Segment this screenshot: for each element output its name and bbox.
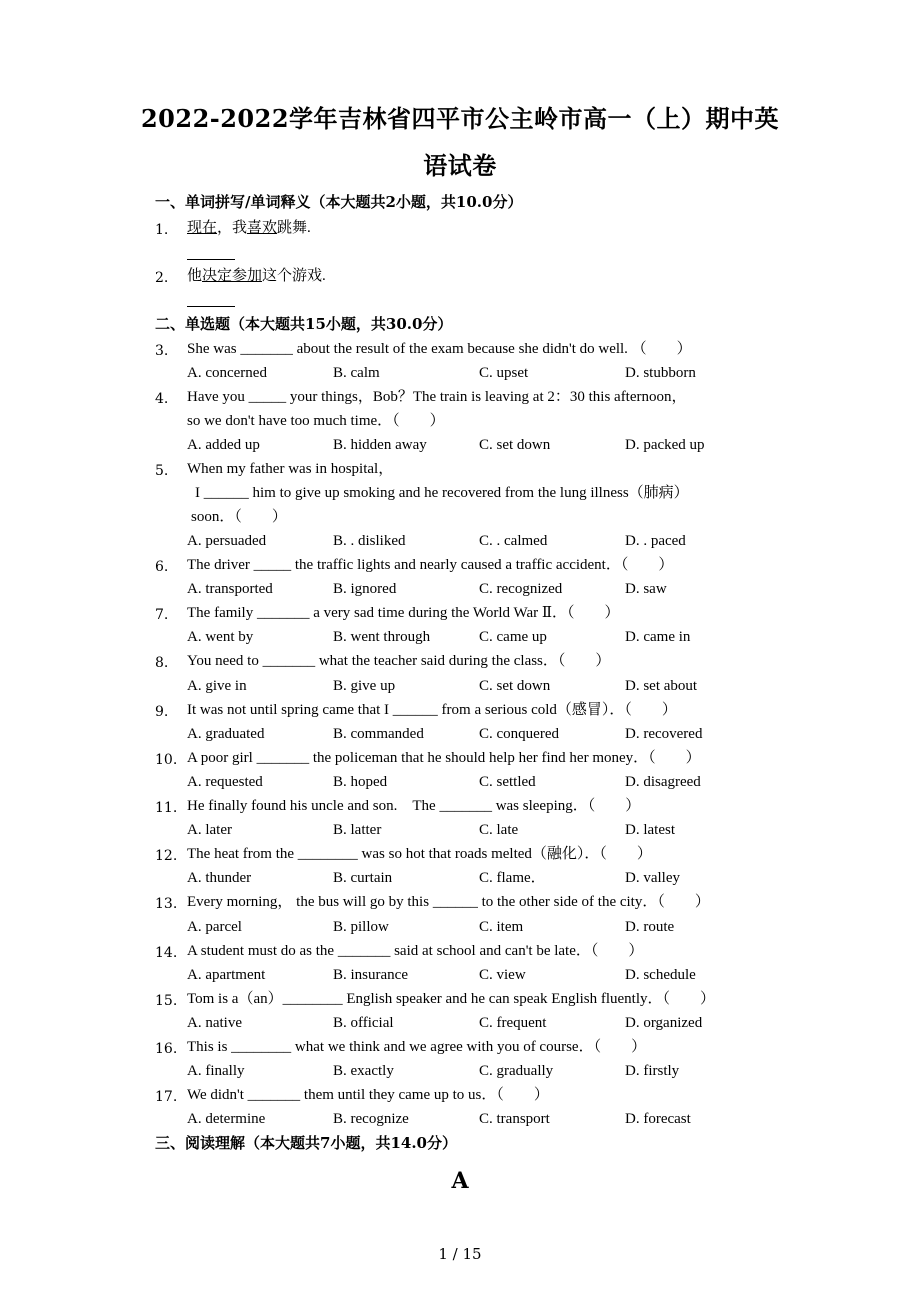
option-b[interactable]: B. recognize	[333, 1111, 409, 1127]
option-b[interactable]: B. official	[333, 1015, 394, 1031]
question-stem: She was _______ about the result of the exam because she didn't do well. （ ）	[187, 341, 692, 357]
option-c[interactable]: C. view	[479, 967, 526, 983]
question-10	[155, 747, 795, 769]
question-9	[155, 699, 795, 721]
option-c[interactable]: C. frequent	[479, 1015, 547, 1031]
option-b[interactable]: B. went through	[333, 629, 431, 645]
question-stem	[187, 265, 326, 287]
underlined-word: 喜欢	[247, 220, 278, 236]
question-number: 2.	[155, 270, 169, 286]
answer-blank[interactable]	[187, 259, 235, 260]
section1-heading: 一、单词拼写/单词释义（本大题共2小题，共10.0分）	[155, 193, 523, 211]
question-12	[155, 843, 795, 865]
question-number: 1.	[155, 222, 169, 238]
option-d[interactable]: D. latest	[625, 822, 675, 838]
option-d[interactable]: D. firstly	[625, 1063, 680, 1079]
question-number: 11.	[155, 800, 178, 816]
question-14	[155, 940, 795, 962]
option-c[interactable]: C. set down	[479, 678, 551, 694]
option-c[interactable]: C. recognized	[479, 581, 563, 597]
question-11	[155, 795, 795, 817]
option-a[interactable]: A. parcel	[187, 919, 242, 935]
question-number: 7.	[155, 607, 169, 623]
option-b[interactable]: B. hoped	[333, 774, 388, 790]
question-stem: The heat from the ________ was so hot that roads melted（融化）．（ ）	[187, 846, 652, 862]
question-stem: The family _______ a very sad time during the World War Ⅱ．（ ）	[187, 605, 620, 621]
option-c[interactable]: C. transport	[479, 1111, 550, 1127]
option-a[interactable]: A. give in	[187, 678, 247, 694]
option-a[interactable]: A. concerned	[187, 365, 267, 381]
question-stem-continued: I ______ him to give up smoking and he recovered from the lung illness（肺病）	[195, 485, 689, 501]
option-b[interactable]: B. . disliked	[333, 533, 406, 549]
question-stem-continued: so we don't have too much time．（ ）	[187, 413, 445, 429]
option-a[interactable]: A. finally	[187, 1063, 245, 1079]
question-number: 17.	[155, 1089, 178, 1105]
option-d[interactable]: D. disagreed	[625, 774, 701, 790]
stem-text: 这个游戏.	[262, 268, 326, 284]
question-number: 10.	[155, 752, 178, 768]
option-d[interactable]: D. forecast	[625, 1111, 691, 1127]
question-number: 16.	[155, 1041, 178, 1057]
section3-heading: 三、阅读理解（本大题共7小题，共14.0分）	[155, 1134, 457, 1152]
question-stem: This is ________ what we think and we agree with you of course．（ ）	[187, 1039, 647, 1055]
question-number: 15.	[155, 993, 178, 1009]
option-d[interactable]: D. . paced	[625, 533, 686, 549]
question-3	[155, 338, 795, 360]
option-b[interactable]: B. curtain	[333, 870, 393, 886]
option-b[interactable]: B. insurance	[333, 967, 408, 983]
question-number: 13.	[155, 896, 178, 912]
page-number: 1 / 15	[438, 1245, 482, 1263]
question-stem-continued: soon．（ ）	[191, 509, 287, 525]
option-a[interactable]: A. graduated	[187, 726, 265, 742]
question-stem: He finally found his uncle and son. The _______ was sleeping．（ ）	[187, 798, 641, 814]
option-c[interactable]: C. set down	[479, 437, 551, 453]
option-c[interactable]: C. . calmed	[479, 533, 548, 549]
option-a[interactable]: A. determine	[187, 1111, 266, 1127]
stem-text: ，我	[217, 220, 248, 236]
option-d[interactable]: D. packed up	[625, 437, 705, 453]
option-c[interactable]: C. upset	[479, 365, 529, 381]
option-d[interactable]: D. came in	[625, 629, 691, 645]
page-title-line2: 语试卷	[423, 151, 497, 180]
option-a[interactable]: A. native	[187, 1015, 242, 1031]
question-stem: We didn't _______ them until they came up to us．（ ）	[187, 1087, 549, 1103]
question-stem: The driver _____ the traffic lights and nearly caused a traffic accident．（ ）	[187, 557, 674, 573]
answer-blank[interactable]	[187, 306, 235, 307]
option-a[interactable]: A. requested	[187, 774, 263, 790]
question-stem: A poor girl _______ the policeman that he should help her find her money．（ ）	[187, 750, 701, 766]
question-6	[155, 554, 795, 576]
question-1	[155, 217, 795, 239]
section2-heading: 二、单选题（本大题共15小题，共30.0分）	[155, 315, 453, 333]
option-b[interactable]: B. commanded	[333, 726, 424, 742]
passage-label: A	[451, 1168, 469, 1194]
option-b[interactable]: B. calm	[333, 365, 380, 381]
question-number: 8.	[155, 655, 169, 671]
option-d[interactable]: D. saw	[625, 581, 667, 597]
option-c[interactable]: C. came up	[479, 629, 547, 645]
question-5	[155, 458, 795, 480]
option-b[interactable]: B. pillow	[333, 919, 389, 935]
question-stem: Every morning， the bus will go by this ______ to the other side of the city．（ ）	[187, 894, 710, 910]
stem-text: 跳舞.	[277, 220, 311, 236]
option-c[interactable]: C. gradually	[479, 1063, 554, 1079]
page-title-line1: 2022-2022学年吉林省四平市公主岭市高一（上）期中英	[140, 104, 780, 133]
option-d[interactable]: D. stubborn	[625, 365, 696, 381]
question-16	[155, 1036, 795, 1058]
option-d[interactable]: D. schedule	[625, 967, 696, 983]
question-number: 12.	[155, 848, 178, 864]
option-a[interactable]: A. went by	[187, 629, 254, 645]
question-number: 14.	[155, 945, 178, 961]
option-b[interactable]: B. hidden away	[333, 437, 427, 453]
underlined-word: 现在	[187, 220, 218, 236]
option-a[interactable]: A. later	[187, 822, 232, 838]
question-stem: You need to _______ what the teacher said during the class．（ ）	[187, 653, 611, 669]
question-number: 4.	[155, 391, 169, 407]
question-number: 6.	[155, 559, 169, 575]
option-a[interactable]: A. added up	[187, 437, 260, 453]
option-a[interactable]: A. persuaded	[187, 533, 267, 549]
question-stem: Have you _____ your things，Bob？The train is leaving at 2：30 this afternoon，	[187, 389, 687, 405]
option-b[interactable]: B. give up	[333, 678, 396, 694]
option-d[interactable]: D. valley	[625, 870, 680, 886]
question-stem: It was not until spring came that I ______ from a serious cold（感冒）．（ ）	[187, 702, 677, 718]
option-b[interactable]: B. ignored	[333, 581, 397, 597]
question-4	[155, 386, 795, 408]
option-c[interactable]: C. flame．	[479, 870, 546, 886]
option-c[interactable]: C. item	[479, 919, 524, 935]
question-number: 9.	[155, 704, 169, 720]
option-c[interactable]: C. settled	[479, 774, 536, 790]
option-d[interactable]: D. route	[625, 919, 675, 935]
option-c[interactable]: C. late	[479, 822, 519, 838]
option-a[interactable]: A. apartment	[187, 967, 266, 983]
question-stem: A student must do as the _______ said at school and can't be late．（ ）	[187, 943, 644, 959]
option-c[interactable]: C. conquered	[479, 726, 559, 742]
question-2	[155, 265, 795, 287]
question-number: 5.	[155, 463, 169, 479]
option-d[interactable]: D. recovered	[625, 726, 703, 742]
option-a[interactable]: A. transported	[187, 581, 273, 597]
question-7	[155, 602, 795, 624]
stem-text: 他	[187, 268, 203, 284]
question-17	[155, 1084, 795, 1106]
option-a[interactable]: A. thunder	[187, 870, 252, 886]
question-8	[155, 650, 795, 672]
question-stem: When my father was in hospital，	[187, 461, 394, 477]
option-b[interactable]: B. exactly	[333, 1063, 394, 1079]
question-13	[155, 891, 795, 913]
question-number: 3.	[155, 343, 169, 359]
question-15	[155, 988, 795, 1010]
option-d[interactable]: D. organized	[625, 1015, 703, 1031]
underlined-word: 决定参加	[202, 268, 263, 284]
question-stem	[187, 217, 311, 239]
option-b[interactable]: B. latter	[333, 822, 382, 838]
question-stem: Tom is a（an）________ English speaker and he can speak English fluently．（ ）	[187, 991, 716, 1007]
option-d[interactable]: D. set about	[625, 678, 698, 694]
